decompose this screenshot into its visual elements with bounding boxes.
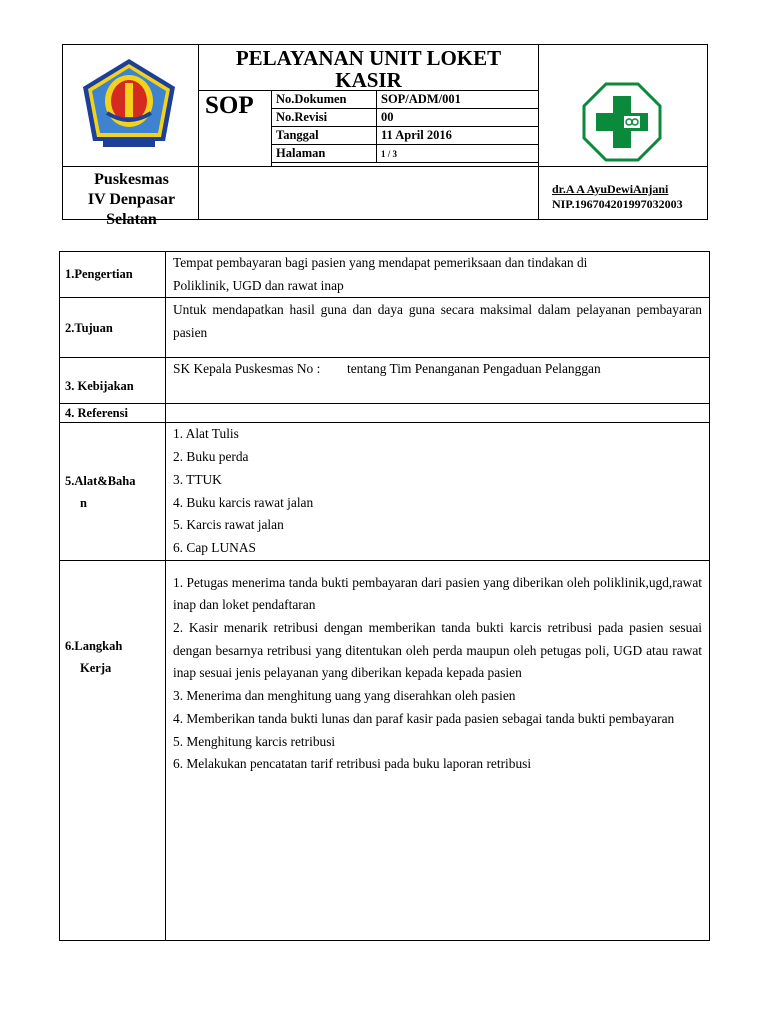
list-item: 2. Buku perda bbox=[173, 449, 249, 465]
meta-row-tanggal bbox=[272, 127, 539, 145]
kebijakan-tentang: tentang Tim Penanganan Pengaduan Pelanggan bbox=[347, 361, 601, 377]
list-item: 1. Petugas menerima tanda bukti pembayaran dari pasien yang diberikan oleh poliklinik,ugd,rawat inap dan loket pendaftaran bbox=[173, 574, 702, 613]
sop-content-table bbox=[59, 251, 710, 941]
organization-name bbox=[65, 170, 198, 230]
document-title-line2: KASIR bbox=[335, 68, 402, 92]
pengertian-line: Poliklinik, UGD dan rawat inap bbox=[173, 277, 344, 293]
pengertian-content bbox=[166, 252, 710, 298]
meta-label: No.Dokumen bbox=[272, 91, 377, 109]
row-label bbox=[60, 423, 166, 560]
list-item: 4. Memberikan tanda bukti lunas dan paraf kasir pada pasien sebagai tanda bukti pembayaran bbox=[173, 710, 675, 726]
kebijakan-content bbox=[166, 358, 710, 404]
document-title bbox=[199, 47, 538, 91]
list-item: 3. Menerima dan menghitung uang yang diserahkan oleh pasien bbox=[173, 688, 516, 704]
signatory-name: dr.A A AyuDewiAnjani bbox=[552, 182, 669, 196]
meta-row-halaman bbox=[272, 145, 539, 163]
health-cross-logo bbox=[582, 82, 662, 162]
row-label: 2.Tujuan bbox=[60, 298, 166, 358]
row-label bbox=[60, 560, 166, 940]
row-langkah-kerja bbox=[60, 560, 710, 940]
list-item: 4. Buku karcis rawat jalan bbox=[173, 494, 314, 510]
meta-value: 11 April 2016 bbox=[377, 127, 539, 145]
document-header bbox=[62, 44, 708, 228]
meta-label: Halaman bbox=[272, 145, 377, 163]
tujuan-content: Untuk mendapatkan hasil guna dan daya guna secara maksimal dalam pelayanan pembayaran pasien bbox=[166, 298, 710, 358]
org-line: Selatan bbox=[106, 211, 157, 228]
row-label-line: n bbox=[80, 495, 87, 510]
row-label: 4. Referensi bbox=[60, 404, 166, 423]
org-line: Puskesmas bbox=[94, 171, 169, 188]
kebijakan-sk: SK Kepala Puskesmas No : bbox=[173, 361, 321, 377]
list-item: 1. Alat Tulis bbox=[173, 426, 239, 442]
row-label: 3. Kebijakan bbox=[60, 358, 166, 404]
meta-label: No.Revisi bbox=[272, 109, 377, 127]
row-label-line: 6.Langkah bbox=[65, 638, 123, 653]
pengertian-line: Tempat pembayaran bagi pasien yang mendapat pemeriksaan dan tindakan di bbox=[173, 255, 588, 270]
signatory-block bbox=[552, 182, 683, 212]
meta-row-dokumen bbox=[272, 91, 539, 109]
referensi-content bbox=[166, 404, 710, 423]
row-label-line: Kerja bbox=[80, 660, 112, 675]
row-alat-bahan bbox=[60, 423, 710, 560]
signatory-nip: NIP.196704201997032003 bbox=[552, 197, 683, 211]
regional-emblem-logo bbox=[79, 57, 179, 153]
row-label-line: 5.Alat&Baha bbox=[65, 473, 136, 488]
alat-bahan-list bbox=[166, 423, 710, 560]
meta-value: 00 bbox=[377, 109, 539, 127]
row-kebijakan bbox=[60, 358, 710, 404]
document-title-line1: PELAYANAN UNIT LOKET bbox=[235, 46, 502, 70]
sop-label: SOP bbox=[205, 92, 254, 119]
meta-value: 1 / 3 bbox=[377, 145, 539, 163]
langkah-kerja-list bbox=[166, 560, 710, 940]
list-item: 5. Karcis rawat jalan bbox=[173, 517, 284, 533]
meta-value: SOP/ADM/001 bbox=[377, 91, 539, 109]
list-item: 3. TTUK bbox=[173, 471, 222, 487]
list-item: 2. Kasir menarik retribusi dengan memberikan tanda bukti karcis retribusi pada pasien sesuai dengan besarnya retribusi yang ditentukan oleh perda maupun oleh petugas poli, UGD atau rawat inap sesuai jenis pelayanan yang diberikan kepada kepada pasien bbox=[173, 620, 702, 681]
row-referensi bbox=[60, 404, 710, 423]
meta-label: Tanggal bbox=[272, 127, 377, 145]
row-tujuan bbox=[60, 298, 710, 358]
meta-row-revisi bbox=[272, 109, 539, 127]
row-label: 1.Pengertian bbox=[60, 252, 166, 298]
document-meta-table bbox=[271, 90, 539, 163]
list-item: 5. Menghitung karcis retribusi bbox=[173, 733, 336, 749]
row-pengertian bbox=[60, 252, 710, 298]
list-item: 6. Cap LUNAS bbox=[173, 539, 256, 555]
org-line: IV Denpasar bbox=[87, 191, 176, 208]
list-item: 6. Melakukan pencatatan tarif retribusi pada buku laporan retribusi bbox=[173, 756, 532, 772]
